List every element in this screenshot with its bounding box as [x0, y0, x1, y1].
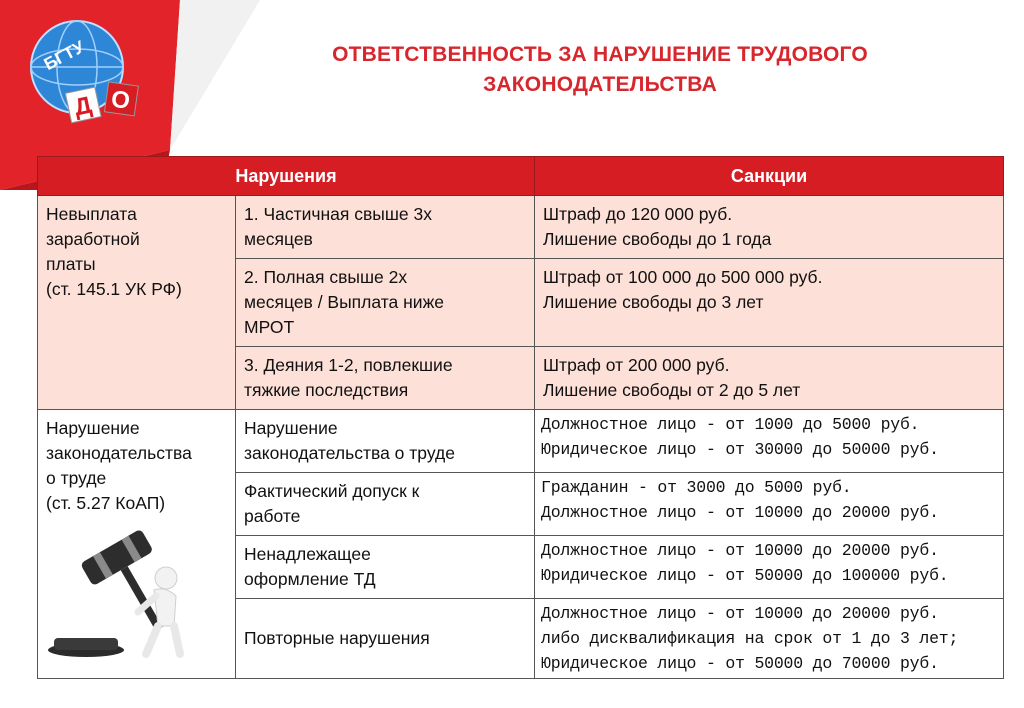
- violation-cell: Нарушение законодательства о труде: [236, 410, 535, 473]
- violation-cell: 1. Частичная свыше 3х месяцев: [236, 196, 535, 259]
- violation-cell: Повторные нарушения: [236, 599, 535, 679]
- violation-cell: 3. Деяния 1-2, повлекшие тяжкие последствия: [236, 347, 535, 410]
- violation-cell: 2. Полная свыше 2х месяцев / Выплата ниже МРОТ: [236, 259, 535, 347]
- group1-label: Невыплата заработной платы (ст. 145.1 УК РФ): [38, 196, 236, 410]
- sanction-cell: Штраф от 200 000 руб. Лишение свободы от 2 до 5 лет: [535, 347, 1004, 410]
- violation-cell: Фактический допуск к работе: [236, 473, 535, 536]
- sanction-cell: Штраф до 120 000 руб. Лишение свободы до 1 года: [535, 196, 1004, 259]
- gavel-figure-icon: [46, 526, 196, 661]
- sanction-cell: Должностное лицо - от 10000 до 20000 руб. либо дисквалификация на срок от 1 до 3 лет; Юридическое лицо - от 50000 до 70000 руб.: [535, 599, 1004, 679]
- violations-table: [37, 156, 1004, 679]
- university-logo: [22, 12, 152, 132]
- header-violations: Нарушения: [38, 157, 535, 196]
- logo-text: БГТУ: [40, 37, 88, 75]
- table-header-row: [38, 157, 1004, 196]
- sanction-cell: Гражданин - от 3000 до 5000 руб. Должностное лицо - от 10000 до 20000 руб.: [535, 473, 1004, 536]
- sanction-cell: Должностное лицо - от 10000 до 20000 руб. Юридическое лицо - от 50000 до 100000 руб.: [535, 536, 1004, 599]
- header-sanctions: Санкции: [535, 157, 1004, 196]
- sanction-cell: Штраф от 100 000 до 500 000 руб. Лишение свободы до 3 лет: [535, 259, 1004, 347]
- page-title: [280, 40, 920, 100]
- sanction-cell: Должностное лицо - от 1000 до 5000 руб. Юридическое лицо - от 30000 до 50000 руб.: [535, 410, 1004, 473]
- title-line-1: ОТВЕТСТВЕННОСТЬ ЗА НАРУШЕНИЕ ТРУДОВОГО: [332, 43, 868, 66]
- title-line-2: ЗАКОНОДАТЕЛЬСТВА: [483, 73, 717, 96]
- logo-letter-o: О: [109, 85, 132, 115]
- table-row: [38, 196, 1004, 259]
- group2-label: Нарушение законодательства о труде (ст. 5.27 КоАП): [38, 410, 236, 679]
- table-row: [38, 410, 1004, 473]
- logo-letter-d: Д: [71, 91, 95, 122]
- violation-cell: Ненадлежащее оформление ТД: [236, 536, 535, 599]
